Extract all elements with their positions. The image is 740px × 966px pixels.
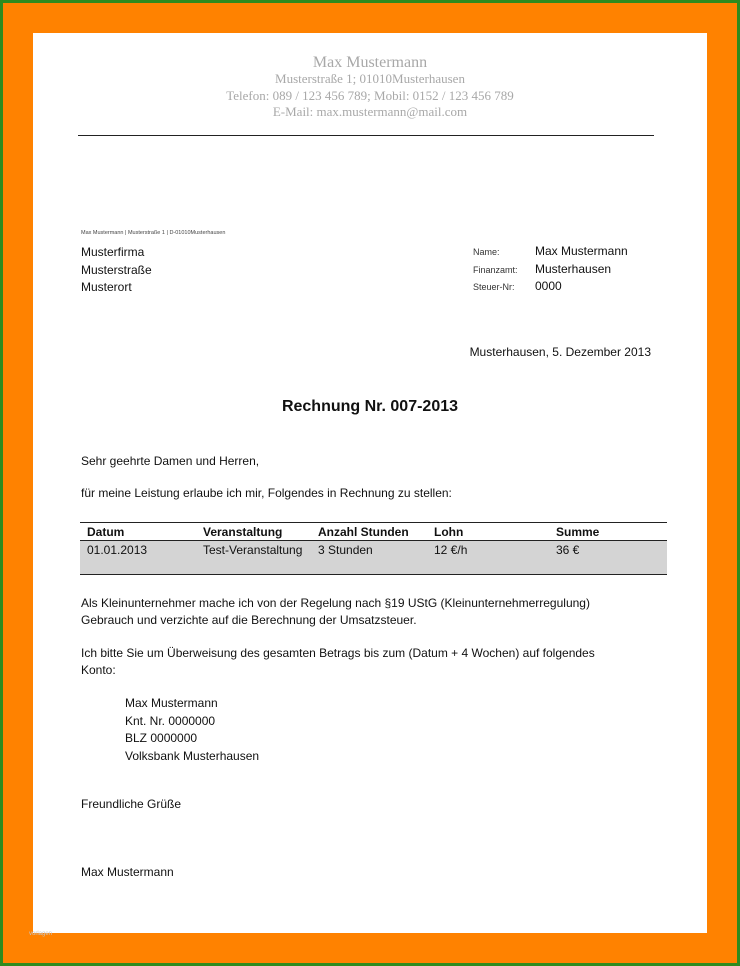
bank-blz: BLZ 0000000 bbox=[125, 731, 198, 745]
info-label: Name: bbox=[473, 247, 500, 257]
bank-holder: Max Mustermann bbox=[125, 696, 218, 710]
table-header-cell: Datum bbox=[87, 525, 125, 539]
letterhead-phone: Telefon: 089 / 123 456 789; Mobil: 0152 / 123 456 789 bbox=[226, 88, 514, 103]
payment-request-line: Ich bitte Sie um Überweisung des gesamten Betrags bis zum (Datum + 4 Wochen) auf folgendes bbox=[81, 646, 595, 660]
tax-note-line: Gebrauch und verzichte auf die Berechnung der Umsatzsteuer. bbox=[81, 613, 417, 627]
tax-note-line: Als Kleinunternehmer mache ich von der Regelung nach §19 UStG (Kleinunternehmerregulung) bbox=[81, 596, 590, 610]
payment-request-line: Konto: bbox=[81, 663, 116, 677]
header-divider bbox=[78, 135, 654, 136]
payment-request bbox=[81, 645, 595, 679]
letter-page bbox=[29, 33, 707, 937]
recipient-line: Musterort bbox=[81, 280, 132, 294]
table-cell: 12 €/h bbox=[434, 543, 468, 557]
intro-text: für meine Leistung erlaube ich mir, Folgendes in Rechnung zu stellen: bbox=[81, 486, 452, 500]
info-label: Steuer-Nr: bbox=[473, 282, 515, 292]
letterhead-address: Musterstraße 1; 01010Musterhausen bbox=[275, 71, 465, 86]
bank-details bbox=[125, 695, 259, 765]
bank-account: Knt. Nr. 0000000 bbox=[125, 713, 216, 728]
table-row bbox=[80, 541, 667, 575]
table-header-cell: Anzahl Stunden bbox=[318, 525, 409, 539]
letter-date: Musterhausen, 5. Dezember 2013 bbox=[469, 345, 651, 359]
info-value: Musterhausen bbox=[535, 261, 612, 276]
letterhead-name: Max Mustermann bbox=[312, 54, 428, 71]
tax-note bbox=[81, 595, 590, 629]
watermark: vorlagen bbox=[29, 931, 53, 937]
table-cell: 36 € bbox=[556, 543, 580, 557]
signature: Max Mustermann bbox=[81, 865, 174, 879]
info-value: Max Mustermann bbox=[535, 244, 628, 258]
info-label: Finanzamt: bbox=[473, 264, 518, 275]
bank-name: Volksbank Musterhausen bbox=[125, 748, 260, 763]
invoice-table bbox=[80, 522, 667, 575]
table-header-cell: Veranstaltung bbox=[203, 525, 283, 539]
sender-info-block bbox=[473, 244, 673, 297]
letterhead-email: E-Mail: max.mustermann@mail.com bbox=[272, 104, 468, 119]
table-header-row bbox=[80, 522, 667, 541]
info-row-finanzamt bbox=[473, 262, 673, 280]
info-row-steuer-nr bbox=[473, 279, 673, 297]
recipient-line: Musterfirma bbox=[81, 245, 145, 259]
invoice-title: Rechnung Nr. 007-2013 bbox=[281, 398, 459, 415]
salutation: Sehr geehrte Damen und Herren, bbox=[81, 454, 260, 468]
table-cell: 01.01.2013 bbox=[87, 543, 148, 557]
info-row-name bbox=[473, 244, 673, 262]
table-cell: 3 Stunden bbox=[318, 543, 373, 557]
recipient-address bbox=[81, 244, 152, 297]
table-cell: Test-Veranstaltung bbox=[203, 543, 303, 557]
info-value: 0000 bbox=[535, 279, 562, 293]
table-header-cell: Lohn bbox=[434, 525, 464, 539]
recipient-line: Musterstraße bbox=[81, 262, 152, 277]
closing: Freundliche Grüße bbox=[81, 797, 182, 811]
sender-return-line: Max Mustermann | Musterstraße 1 | D-01010Musterhausen bbox=[81, 230, 226, 236]
table-header-cell: Summe bbox=[556, 525, 600, 539]
